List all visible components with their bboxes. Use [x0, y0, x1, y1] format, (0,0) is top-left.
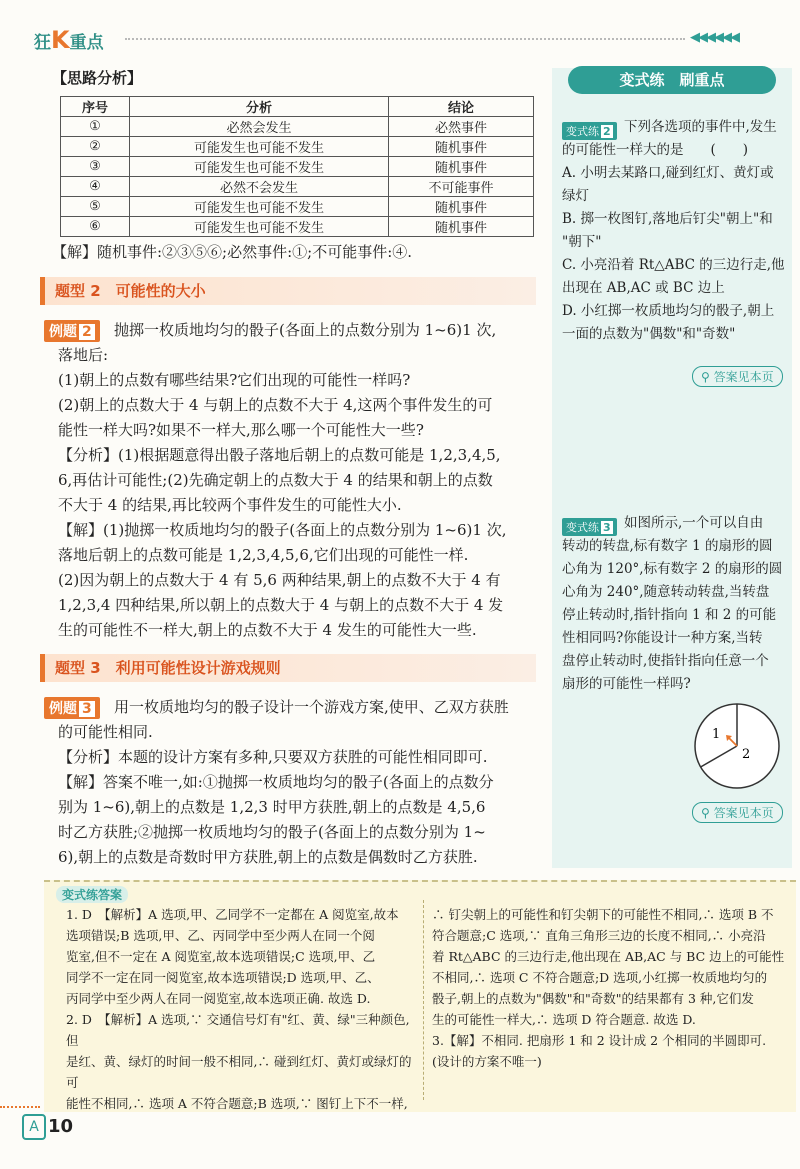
table-cell: 随机事件 [389, 197, 534, 217]
text-line: 生的可能性一样大,∴ 选项 D 符合题意. 故选 D. [432, 1012, 696, 1027]
text-line: C. 小亮沿着 Rt△ABC 的三边行走,他 [562, 257, 785, 273]
text-line: 【解】答案不唯一,如:①抛掷一枚质地均匀的骰子(各面上的点数分 [58, 773, 494, 791]
table-cell: 可能发生也可能不发生 [130, 197, 389, 217]
text-line: (1)朝上的点数有哪些结果?它们出现的可能性一样吗? [58, 371, 411, 389]
table-cell: 必然会发生 [130, 117, 389, 137]
text-line: 【分析】(1)根据题意得出骰子落地后朝上的点数可能是 1,2,3,4,5, [58, 446, 501, 464]
answer-box-divider [423, 900, 424, 1100]
text-line: 是红、黄、绿灯的时间一般不相同,∴ 碰到红灯、黄灯或绿灯的可 [66, 1054, 412, 1090]
text-line: 扇形的可能性一样吗? [562, 676, 691, 692]
text-line: 用一枚质地均匀的骰子设计一个游戏方案,使甲、乙双方获胜 [114, 698, 509, 716]
text-line: (2)朝上的点数大于 4 与朝上的点数不大于 4,这两个事件发生的可 [58, 396, 493, 414]
text-line: 能性不相同,∴ 选项 A 不符合题意;B 选项,∵ 图钉上下不一样, [66, 1096, 408, 1111]
text-line: 别为 1~6),朝上的点数是 1,2,3 时甲方获胜,朝上的点数是 4,5,6 [58, 798, 486, 816]
practice-panel-title: 变式练 刷重点 [568, 66, 776, 94]
analysis-title: 【思路分析】 [52, 69, 143, 87]
spinner-label-2: 2 [742, 747, 751, 762]
table-cell: 必然事件 [389, 117, 534, 137]
header-logo: 狂K重点 [34, 26, 104, 54]
text-line: D. 小红掷一枚质地均匀的骰子,朝上 [562, 303, 775, 319]
table-cell: ④ [61, 177, 130, 197]
table-cell: ⑤ [61, 197, 130, 217]
text-line: 性相同吗?你能设计一种方案,当转 [562, 630, 763, 646]
table-header: 序号 [61, 97, 130, 117]
text-line: 落地后朝上的点数可能是 1,2,3,4,5,6,它们出现的可能性一样. [58, 546, 469, 564]
text-line: 6),朝上的点数是奇数时甲方获胜,朝上的点数是偶数时乙方获胜. [58, 848, 478, 866]
text-line: 丙同学中至少两人在同一阅览室,故本选项正确. 故选 D. [66, 991, 371, 1006]
text-line: 1. D 【解析】A 选项,甲、乙同学不一定都在 A 阅览室,故本 [66, 907, 399, 922]
text-line: 的可能性一样大的是 ( ) [562, 142, 749, 158]
text-line: 时乙方获胜;②抛掷一枚质地均匀的骰子(各面上的点数分别为 1~ [58, 823, 486, 841]
text-line: 同学不一定在同一阅览室,故本选项错误;D 选项,甲、乙、 [66, 970, 380, 985]
text-line: 出现在 AB,AC 或 BC 边上 [562, 280, 725, 296]
table-header-row [61, 97, 534, 117]
text-line: 【解】(1)抛掷一枚质地均匀的骰子(各面上的点数分别为 1~6)1 次, [58, 521, 507, 539]
analysis-table [60, 96, 534, 237]
text-line: 抛掷一枚质地均匀的骰子(各面上的点数分别为 1~6)1 次, [114, 321, 497, 339]
table-cell: 不可能事件 [389, 177, 534, 197]
variant-2-body [562, 116, 787, 346]
page-badge-icon: A [22, 1114, 46, 1140]
text-line: 落地后: [58, 346, 109, 364]
table-row [61, 137, 534, 157]
solution-1: 【解】随机事件:②③⑤⑥;必然事件:①;不可能事件:④. [52, 243, 413, 261]
table-header: 结论 [389, 97, 534, 117]
table-row [61, 117, 534, 137]
text-line: (2)因为朝上的点数大于 4 有 5,6 两种结果,朝上的点数不大于 4 有 [58, 571, 501, 589]
answer-link-2[interactable]: ⚲ 答案见本页 [692, 802, 783, 823]
header-dotted-rule [125, 38, 685, 40]
footer-dotted-rule [0, 1106, 40, 1108]
text-line: 2. D 【解析】A 选项,∵ 交通信号灯有"红、黄、绿"三种颜色,但 [66, 1012, 410, 1048]
table-header: 分析 [130, 97, 389, 117]
text-line: 1,2,3,4 四种结果,所以朝上的点数大于 4 与朝上的点数不大于 4 发 [58, 596, 504, 614]
example-2-tag: 例题 2 [44, 320, 100, 342]
example-2-body [58, 318, 538, 643]
text-line: A. 小明去某路口,碰到红灯、黄灯或 [562, 165, 774, 181]
text-line: 生的可能性不一样大,朝上的点数不大于 4 发生的可能性大一些. [58, 621, 477, 639]
answer-box-title: 变式练答案 [56, 886, 128, 903]
section-heading-3: 题型 3 利用可能性设计游戏规则 [40, 654, 536, 682]
text-line: 绿灯 [562, 188, 589, 204]
text-line: 不大于 4 的结果,再比较两个事件发生的可能性大小. [58, 496, 402, 514]
table-row [61, 177, 534, 197]
answer-link-1[interactable]: ⚲ 答案见本页 [692, 366, 783, 387]
table-cell: ② [61, 137, 130, 157]
table-row [61, 157, 534, 177]
table-cell: 随机事件 [389, 217, 534, 237]
text-line: 不相同,∴ 选项 C 不符合题意;D 选项,小红掷一枚质地均匀的 [432, 970, 768, 985]
text-line: 停止转动时,指针指向 1 和 2 的可能 [562, 607, 777, 623]
table-row [61, 197, 534, 217]
table-cell: 随机事件 [389, 137, 534, 157]
header-arrows-icon: ◀◀◀◀◀◀ [690, 30, 738, 45]
text-line: (设计的方案不唯一) [432, 1054, 542, 1069]
table-cell: ⑥ [61, 217, 130, 237]
example-3-tag: 例题 3 [44, 697, 100, 719]
text-line: 转动的转盘,标有数字 1 的扇形的圆 [562, 538, 773, 554]
text-line: 【分析】本题的设计方案有多种,只要双方获胜的可能性相同即可. [58, 748, 488, 766]
text-line: 的可能性相同. [58, 723, 153, 741]
page-number: 10 [48, 1116, 74, 1137]
table-cell: 随机事件 [389, 157, 534, 177]
table-cell: 可能发生也可能不发生 [130, 157, 389, 177]
table-row [61, 217, 534, 237]
spinner-diagram [690, 700, 790, 796]
text-line: 心角为 240°,随意转动转盘,当转盘 [562, 584, 770, 600]
text-line: 选项错误;B 选项,甲、乙、丙同学中至少两人在同一个阅 [66, 928, 375, 943]
text-line: 下列各选项的事件中,发生 [624, 119, 777, 135]
example-3-body [58, 695, 538, 870]
text-line: 能性一样大吗?如果不一样大,那么哪一个可能性大一些? [58, 421, 424, 439]
text-line: 3.【解】不相同. 把扇形 1 和 2 设计成 2 个相同的半圆即可. [432, 1033, 767, 1048]
text-line: 盘停止转动时,使指针指向任意一个 [562, 653, 769, 669]
text-line: B. 掷一枚图钉,落地后钉尖"朝上"和 [562, 211, 773, 227]
section-heading-2: 题型 2 可能性的大小 [40, 277, 536, 305]
table-cell: ① [61, 117, 130, 137]
answers-right-column [432, 904, 792, 1072]
text-line: 骰子,朝上的点数为"偶数"和"奇数"的结果都有 3 种,它们发 [432, 991, 754, 1006]
text-line: ∴ 钉尖朝上的可能性和钉尖朝下的可能性不相同,∴ 选项 B 不 [432, 907, 774, 922]
table-cell: 可能发生也可能不发生 [130, 137, 389, 157]
text-line: "朝下" [562, 234, 602, 250]
table-cell: 可能发生也可能不发生 [130, 217, 389, 237]
answers-left-column [66, 904, 418, 1114]
text-line: 6,再估计可能性;(2)先确定朝上的点数大于 4 的结果和朝上的点数 [58, 471, 493, 489]
spinner-label-1: 1 [712, 727, 721, 742]
text-line: 如图所示,一个可以自由 [624, 515, 764, 531]
variant-3-tag: 变式练 3 [562, 516, 617, 536]
text-line: 览室,但不一定在 A 阅览室,故本选项错误;C 选项,甲、乙 [66, 949, 376, 964]
table-cell: ③ [61, 157, 130, 177]
text-line: 符合题意;C 选项,∵ 直角三角形三边的长度不相同,∴ 小亮沿 [432, 928, 766, 943]
text-line: 一面的点数为"偶数"和"奇数" [562, 326, 736, 342]
variant-3-body [562, 512, 787, 696]
text-line: 心角为 120°,标有数字 2 的扇形的圆 [562, 561, 783, 577]
variant-2-tag: 变式练 2 [562, 120, 617, 140]
text-line: 着 Rt△ABC 的三边行走,他出现在 AB,AC 与 BC 边上的可能性 [432, 949, 785, 964]
table-cell: 必然不会发生 [130, 177, 389, 197]
